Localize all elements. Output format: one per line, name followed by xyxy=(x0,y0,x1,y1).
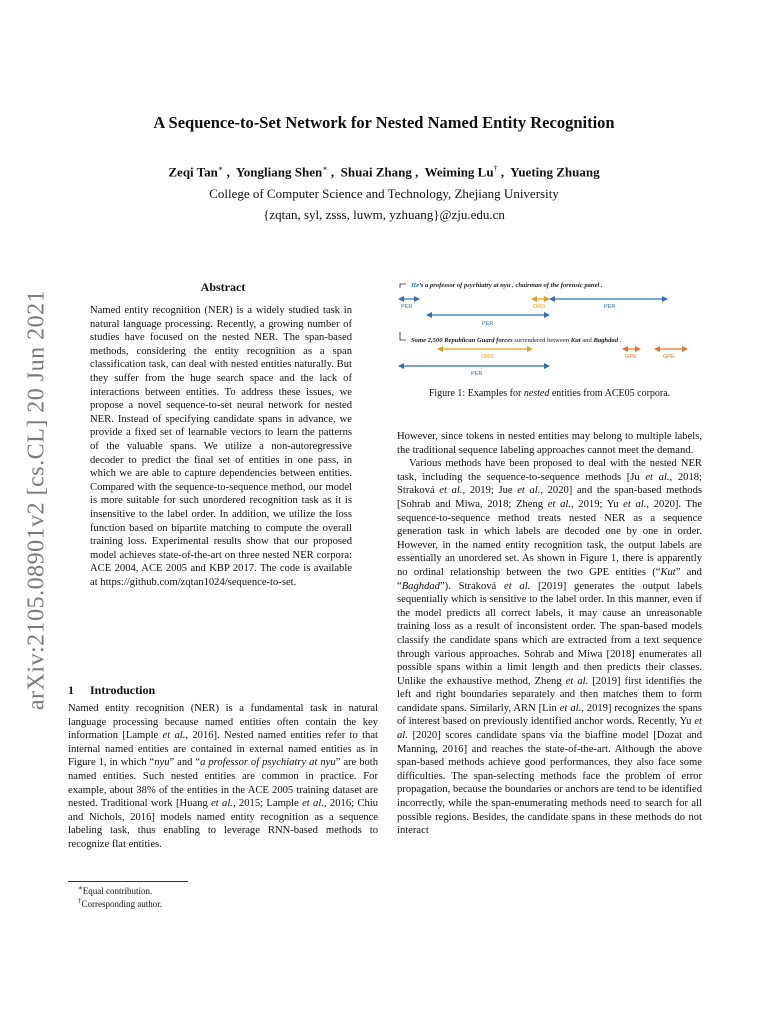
abstract-text: Named entity recognition (NER) is a widely studied task in natural language processing. Recently, a growing number of studies have focused on the nested NER. The span-based methods, considering the entity recognition as a span classification task, can deal with nested entities naturally. But they suffer from the huge search space and the lack of interactions between entities. To address these issues, we propose a novel sequence-to-set neural network for nested NER. Instead of specifying candidate spans in advance, we provide a fixed set of learnable vectors to learn the patterns of the valuable spans. We utilize a non-autoregressive decoder to predict the final set of entities in one pass, in which we are able to capture dependencies between entities. Compared with the sequence-to-sequence method, our model is more suitable for such unordered recognition task as it is insensitive to the label order. In addition, we utilize the loss function based on bipartite matching to compute the overall training loss. Experimental results show that our proposed model achieves state-of-the-art on three nested NER corpora: ACE 2004, ACE 2005 and KBP 2017. The code is available at https://github.com/zqtan1024/sequence-to-set. xyxy=(90,305,352,588)
affiliation: College of Computer Science and Technology, Zhejiang University xyxy=(209,186,559,201)
author-name: Yueting Zhuang xyxy=(510,164,600,180)
entity-label-gpe: GPE xyxy=(625,354,637,360)
sentence-2-bracket xyxy=(400,332,406,340)
author-name: Yongliang Shen xyxy=(235,164,323,180)
paragraph-continuation: However, since tokens in nested entities may belong to multiple labels, the traditional sequence labeling approaches cannot meet the demand. xyxy=(397,431,702,456)
arxiv-identifier: arXiv:2105.08901v2 [cs.CL] 20 Jun 2021 xyxy=(23,289,50,711)
author-name: Zeqi Tan xyxy=(168,164,218,180)
entity-label-gpe: GPE xyxy=(663,354,675,360)
right-column-body xyxy=(397,430,702,838)
section-number: 1 xyxy=(68,683,74,697)
entity-label-per: PER xyxy=(482,321,494,327)
author-name: Shuai Zhang xyxy=(340,164,412,180)
entity-label-org: ORG xyxy=(481,354,494,360)
author-name: Weiming Lu xyxy=(424,164,494,180)
author-mark: ∗ xyxy=(322,164,328,173)
author-mark: † xyxy=(493,164,498,173)
abstract-heading: Abstract xyxy=(200,280,246,294)
author-list: Zeqi Tan∗ , Yongliang Shen∗ , Shuai Zhang , Weiming Lu† , Yueting Zhuang xyxy=(168,164,600,180)
sentence-2: Some 2,500 Republican Guard forces surrendered between Kut and Baghdad . xyxy=(411,337,622,344)
author-mark: ∗ xyxy=(217,164,224,173)
entity-label-per: PER xyxy=(604,304,616,310)
footnote-equal-contribution: ∗Equal contribution. xyxy=(78,884,153,896)
sentence-1: He’s a professor of psychiatry at nyu , chairman of the forensic panel . xyxy=(411,282,603,289)
section-title: Introduction xyxy=(90,683,156,697)
related-work-paragraph: Various methods have been proposed to deal with the nested NER task, including the sequence-to-sequence methods [Ju et al., 2018; Straková et al., 2019; Jue et al., 2020] and the span-based methods [Sohrab and Miwa, 2018; Zheng et al., 2019; Yu et al., 2020]. The sequence-to-sequence method treats nested NER as a sequence generation task in which labels are decoded one by one in order. However, in the named entity recognition task, the output labels are essentially an unordered set. As shown in Figure 1, there is apparently no ordinal relationship between the two GPE entities (“Kut” and “Baghdad”). Straková et al. [2019] generates the output labels sequentially which is sensitive to the label order. In this manner, even if the model predicts all correct labels, it may cause an unreasonable training loss as a result of inconsistent order. The span-based models classify the candidate spans which are extracted from a text sequence through various approaches. Sohrab and Miwa [2018] enumerates all possible spans within a limit length and then predicts their classes. Unlike the exhaustive method, Zheng et al. [2019] first identifies the left and right boundaries separately and then matches them to form candidate spans. Similarly, ARN [Lin et al., 2019] recognizes the spans of interest based on previously identified anchor words. Recently, Yu et al. [2020] scores candidate spans via the biaffine model [Dozat and Manning, 2016] and reaches the state-of-the-art. Although the above span-based methods achieve good performances, they also face some difficulties. The span-selecting methods face the problem of error propagation, because the boundaries or anchors are tend to be identified incorrectly, while the span-enumerating methods need to search for all possible regions. Besides, the candidate spans in these methods do not interact xyxy=(397,458,703,837)
sentence-1-bracket xyxy=(400,284,406,288)
abstract-body xyxy=(90,304,352,589)
footnote-corresponding-author: †Corresponding author. xyxy=(78,897,162,909)
section-heading xyxy=(68,683,155,698)
entity-label-per: PER xyxy=(471,371,483,377)
author-emails: {zqtan, syl, zsss, luwm, yzhuang}@zju.edu.cn xyxy=(263,207,505,222)
paper-title: A Sequence-to-Set Network for Nested Named Entity Recognition xyxy=(153,113,615,132)
entity-label-org: ORG xyxy=(533,304,546,310)
footnote-rule xyxy=(68,881,188,882)
entity-label-per: PER xyxy=(401,304,413,310)
intro-paragraph: Named entity recognition (NER) is a fundamental task in natural language processing because named entities often contain the key information [Lample et al., 2016]. Nested named entities refer to that internal named entities are contained in external named entities as in Figure 1, in which “nyu” and “a professor of psychiatry at nyu” are both named entities. Such nested entities are common in practice. For example, about 38% of the entities in the ACE 2005 training dataset are nested. Traditional work [Huang et al., 2015; Lample et al., 2016; Chiu and Nichols, 2016] models named entity recognition as a sequence labeling task, thus enabling to leverage RNN-based methods to recognize flat entities. xyxy=(68,703,379,850)
figure-caption: Figure 1: Examples for nested entities from ACE05 corpora. xyxy=(428,388,671,399)
figure-1-diagram xyxy=(397,282,702,378)
introduction-body xyxy=(68,702,378,852)
